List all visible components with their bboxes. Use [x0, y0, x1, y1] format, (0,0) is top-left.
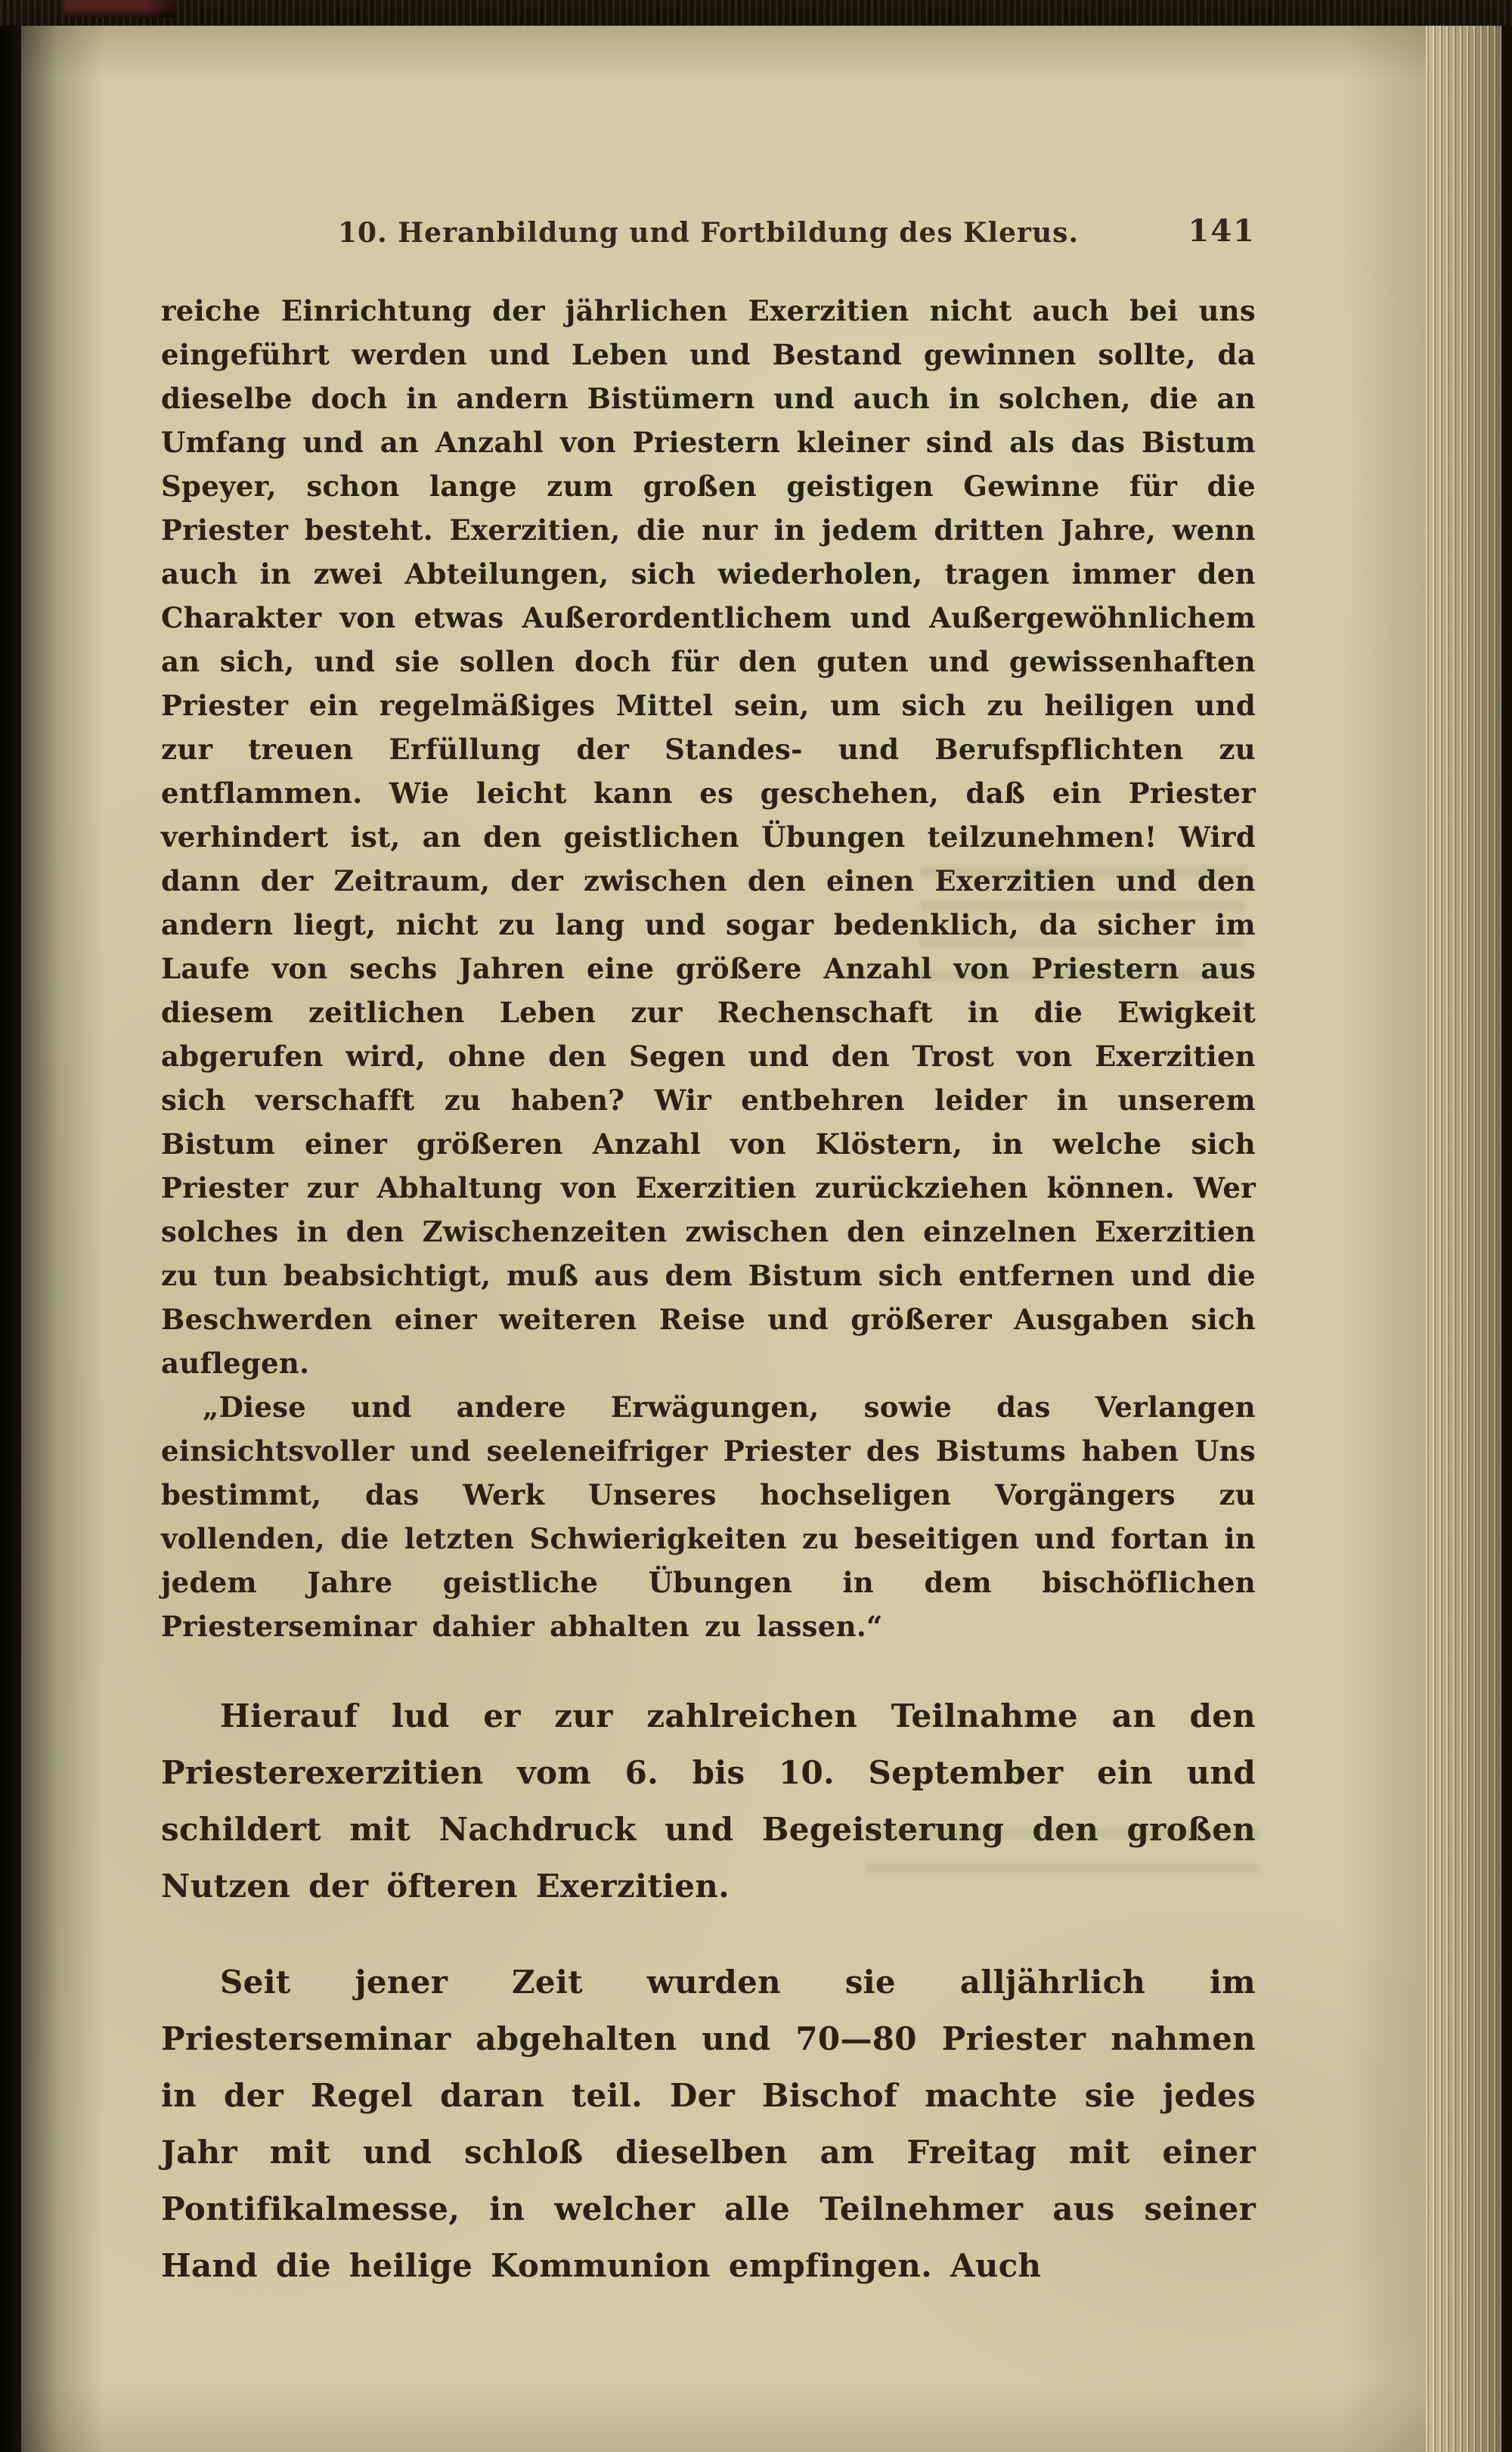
- stacked-page-edges: [1426, 0, 1501, 2452]
- page-number: 141: [1188, 213, 1256, 249]
- running-header-title: 10. Heranbildung und Fortbildung des Klerus.: [338, 217, 1079, 249]
- book-top-edge: [0, 0, 1512, 26]
- gutter-shadow: [21, 26, 104, 2452]
- book-spine-band: [0, 0, 21, 2452]
- page-header: [161, 213, 1256, 250]
- paragraph: Seit jener Zeit wurden sie alljährlich im Priesterseminar abgehalten und 70—80 Priester nahmen in der Regel daran teil. Der Bischof machte sie jedes Jahr mit und schloß dieselben am Freitag mit einer Pontifikalmesse, in welcher alle Teilnehmer aus seiner Hand die heilige Kommunion empfingen. Auch: [161, 1964, 1256, 2284]
- book-cover-corner: [64, 0, 177, 17]
- paragraph-quotation: „Diese und andere Erwägungen, sowie das Verlangen einsichtsvoller und seeleneifriger Priester des Bistums haben Uns bestimmt, das Werk Unseres hochseligen Vorgängers zu vollenden, die letzten Schwierigkeiten zu beseitigen und fortan in jedem Jahre geistliche Übungen in dem bischöflichen Priesterseminar dahier abhalten zu lassen.“: [161, 1390, 1256, 1643]
- scan-right-border: [1501, 0, 1512, 2452]
- paragraph-continued: reiche Einrichtung der jährlichen Exerzitien nicht auch bei uns eingeführt werden und Leben und Bestand gewinnen sollte, da dieselbe doch in andern Bistümern und auch in solchen, die an Umfang und an Anzahl von Priestern kleiner sind als das Bistum Speyer, schon lange zum großen geistigen Gewinne für die Priester besteht. Exerzitien, die nur in jedem dritten Jahre, wenn auch in zwei Abteilungen, sich wiederholen, tragen immer den Charakter von etwas Außerordentlichem und Außergewöhnlichem an sich, und sie sollen doch für den guten und gewissenhaften Priester ein regelmäßiges Mittel sein, um sich zu heiligen und zur treuen Erfüllung der Standes- und Berufspflichten zu entflammen. Wie leicht kann es geschehen, daß ein Priester verhindert ist, an den geistlichen Übungen teilzunehmen! Wird dann der Zeitraum, der zwischen den einen Exerzitien und den andern liegt, nicht zu lang und sogar bedenklich, da sicher im Laufe von sechs Jahren eine größere Anzahl von Priestern aus diesem zeitlichen Leben zur Rechenschaft in die Ewigkeit abgerufen wird, ohne den Segen und den Trost von Exerzitien sich verschafft zu haben? Wir entbehren leider in unserem Bistum einer größeren Anzahl von Klöstern, in welche sich Priester zur Abhaltung von Exerzitien zurückziehen können. Wer solches in den Zwischenzeiten zwischen den einzelnen Exerzitien zu tun beabsichtigt, muß aus dem Bistum sich entfernen und die Beschwerden einer weiteren Reise und größerer Ausgaben sich auflegen.: [161, 294, 1256, 1380]
- paragraph: Hierauf lud er zur zahlreichen Teilnahme an den Priesterexerzitien vom 6. bis 10. September ein und schildert mit Nachdruck und Begeisterung den großen Nutzen der öfteren Exerzitien.: [161, 1697, 1256, 1905]
- text-block: [161, 289, 1256, 2294]
- book-page: [21, 26, 1426, 2452]
